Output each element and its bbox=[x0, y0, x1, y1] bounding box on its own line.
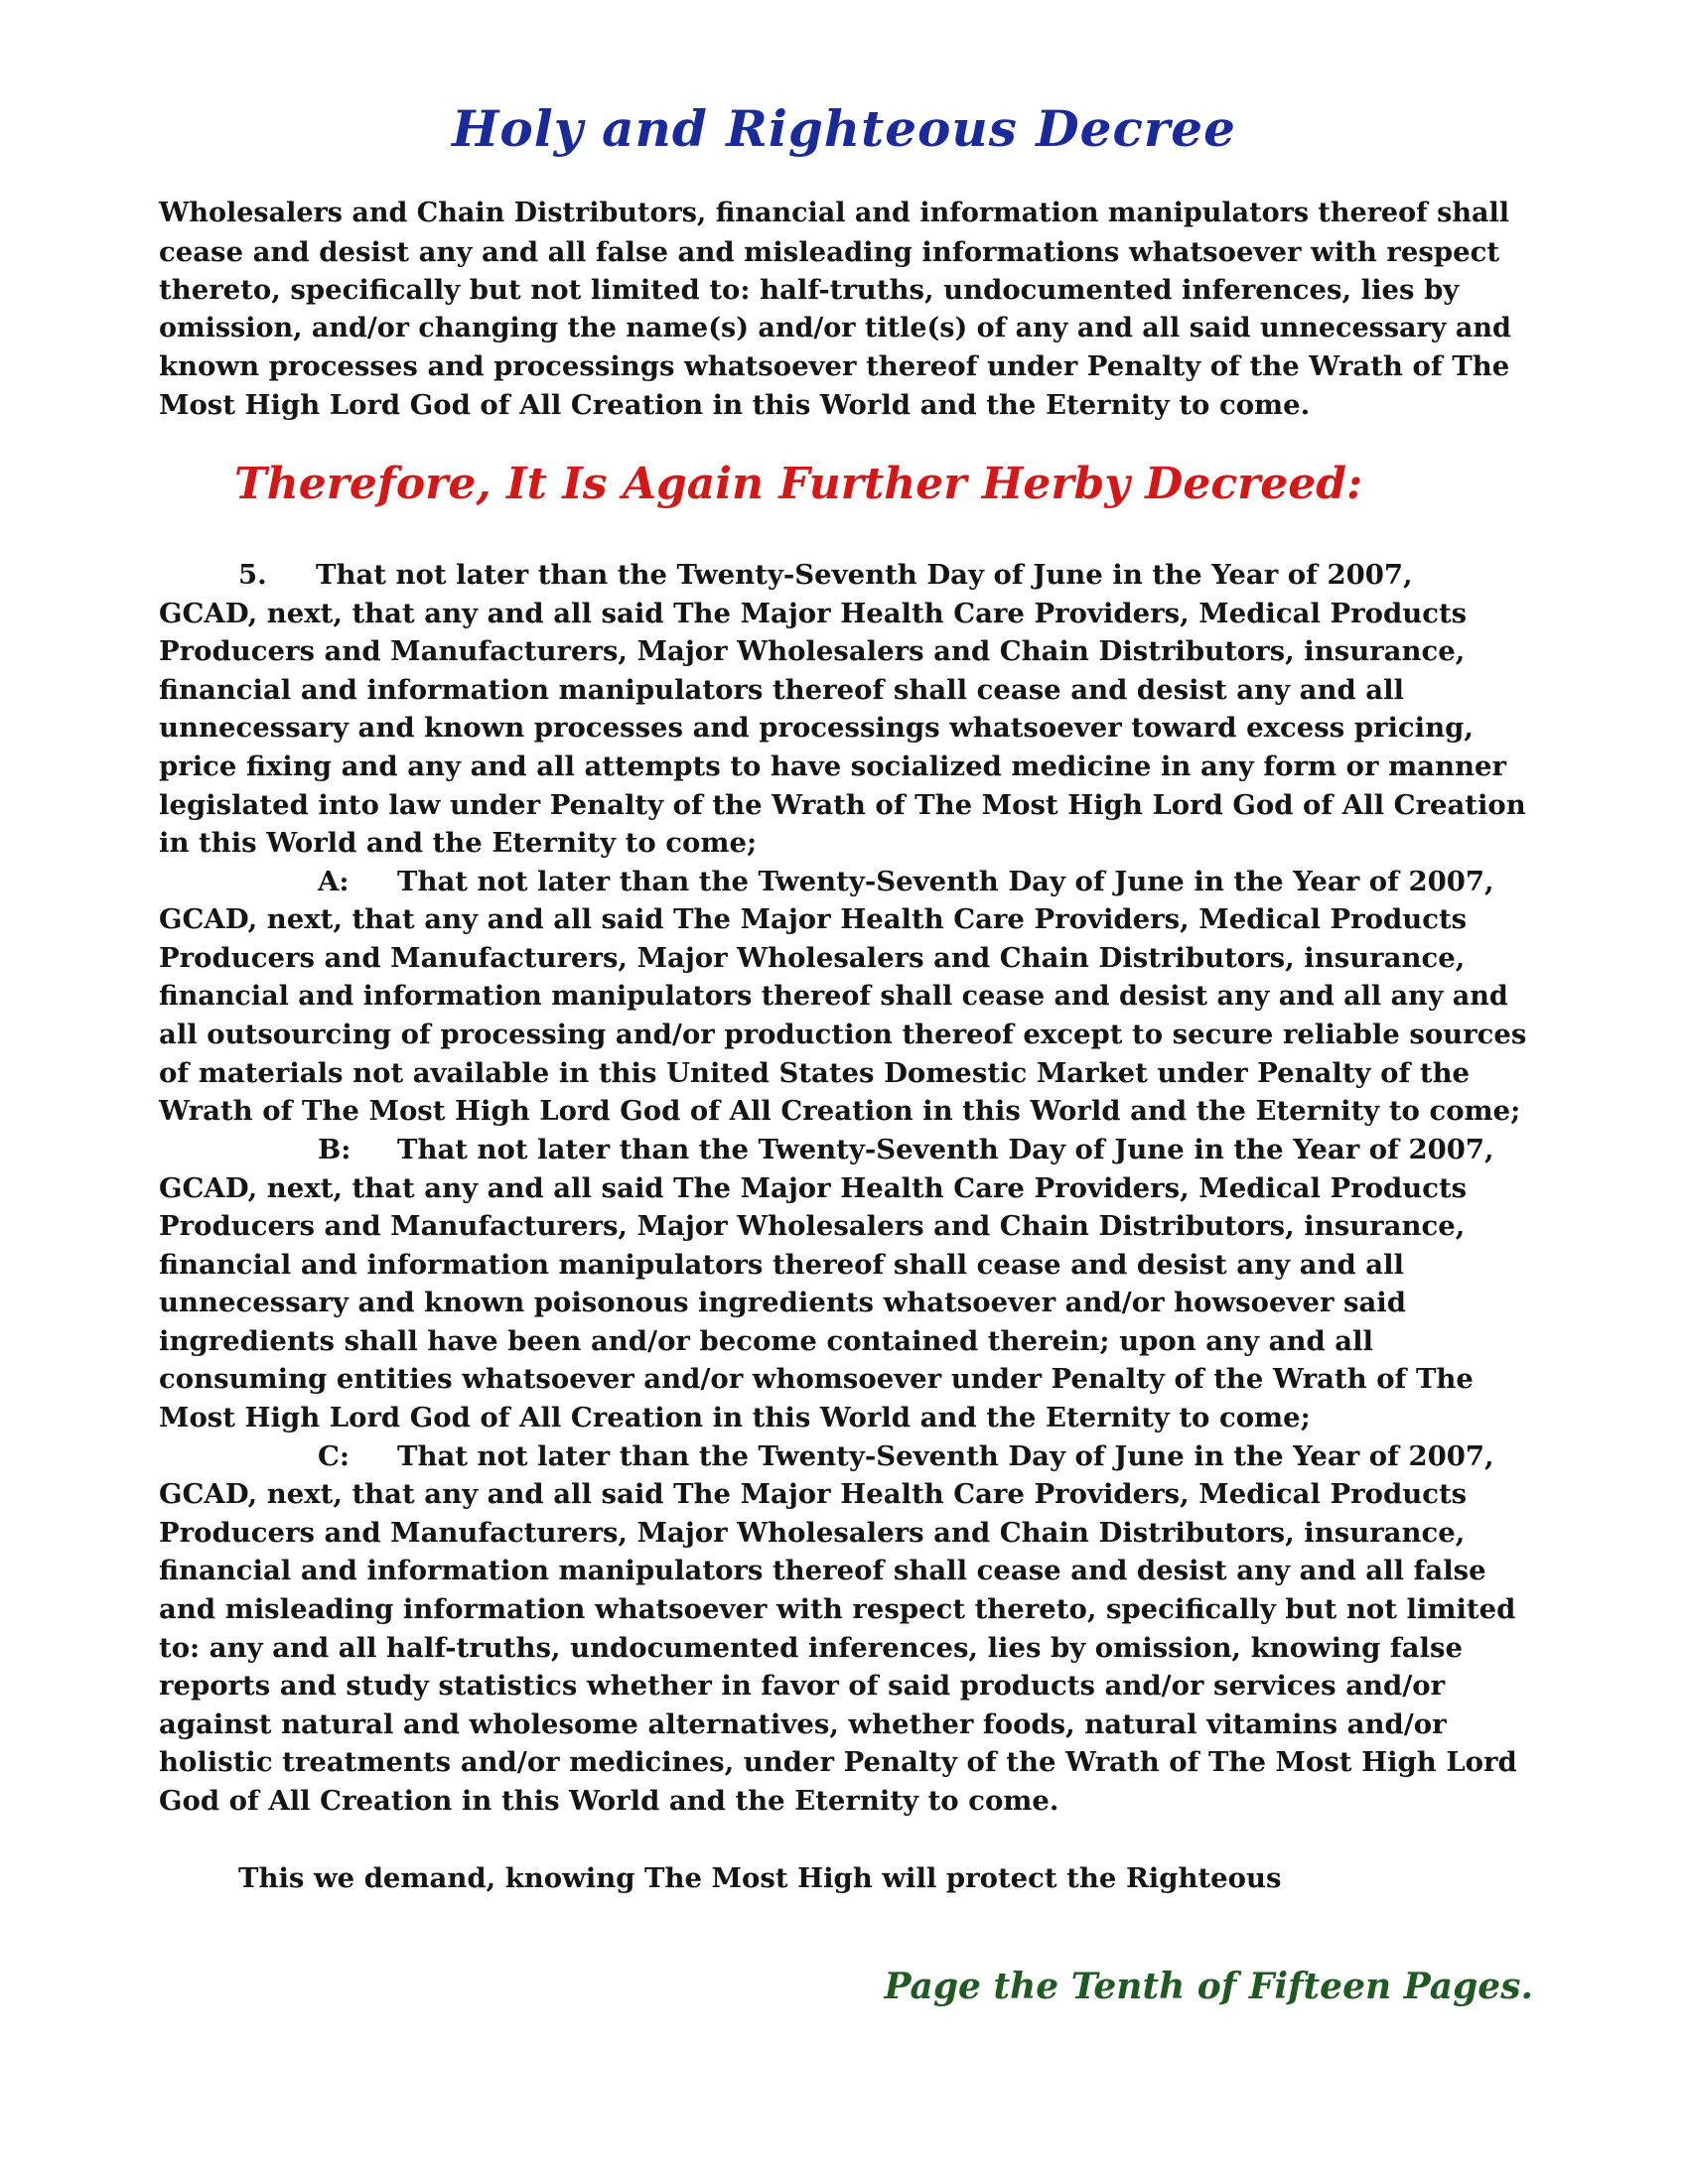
text-line: financial and information manipulators thereof shall cease and desist any and all any and bbox=[159, 980, 1508, 1012]
text-line: cease and desist any and all false and misleading informations whatsoever with respect bbox=[159, 235, 1500, 268]
text-line: Producers and Manufacturers, Major Wholesalers and Chain Distributors, insurance, bbox=[159, 1516, 1466, 1549]
item-5-first-line bbox=[159, 556, 1529, 595]
text-line: Most High Lord God of All Creation in this World and the Eternity to come. bbox=[159, 388, 1311, 421]
text-line: God of All Creation in this World and the Eternity to come. bbox=[159, 1785, 1059, 1817]
page-footer: Page the Tenth of Fifteen Pages. bbox=[884, 1966, 1533, 2007]
text-line: unnecessary and known poisonous ingredients whatsoever and/or howsoever said bbox=[159, 1287, 1406, 1319]
decree-subheading: Therefore, It Is Again Further Herby Decreed: bbox=[234, 459, 1363, 509]
item-letter: C: bbox=[318, 1439, 351, 1472]
text-line: Producers and Manufacturers, Major Wholesalers and Chain Distributors, insurance, bbox=[159, 635, 1466, 668]
text-line: That not later than the Twenty-Seventh Day of June in the Year of 2007, bbox=[397, 865, 1494, 897]
text-line: financial and information manipulators thereof shall cease and desist any and all bbox=[159, 673, 1404, 706]
text-line: unnecessary and known processes and processings whatsoever toward excess pricing, bbox=[159, 712, 1474, 745]
text-line: to: any and all half-truths, undocumented inferences, lies by omission, knowing false bbox=[159, 1631, 1463, 1664]
item-number: 5. bbox=[238, 559, 267, 591]
intro-paragraph bbox=[159, 195, 1529, 425]
text-line: omission, and/or changing the name(s) and/or title(s) of any and all said unnecessary and bbox=[159, 312, 1511, 343]
text-line: Wrath of The Most High Lord God of All Creation in this World and the Eternity to come; bbox=[159, 1095, 1521, 1128]
text-line: GCAD, next, that any and all said The Major Health Care Providers, Medical Products bbox=[159, 903, 1468, 936]
text-line: GCAD, next, that any and all said The Major Health Care Providers, Medical Products bbox=[159, 1478, 1468, 1511]
text-line: GCAD, next, that any and all said The Major Health Care Providers, Medical Products bbox=[159, 1171, 1468, 1204]
text-line: That not later than the Twenty-Seventh Day of June in the Year of 2007, bbox=[316, 559, 1413, 591]
text-line: GCAD, next, that any and all said The Major Health Care Providers, Medical Products bbox=[159, 597, 1468, 629]
text-line: thereto, specifically but not limited to: half-truths, undocumented inferences, lies by bbox=[159, 274, 1460, 307]
document-title: Holy and Righteous Decree bbox=[452, 99, 1236, 158]
text-line: Wholesalers and Chain Distributors, financial and information manipulators thereof shall bbox=[159, 198, 1509, 228]
text-line: in this World and the Eternity to come; bbox=[159, 827, 758, 860]
text-line: and misleading information whatsoever with respect thereto, specifically but not limited bbox=[159, 1593, 1516, 1626]
item-letter: B: bbox=[318, 1133, 352, 1165]
text-line: financial and information manipulators thereof shall cease and desist any and all false bbox=[159, 1555, 1486, 1587]
text-line: all outsourcing of processing and/or production thereof except to secure reliable sources bbox=[159, 1019, 1527, 1051]
text-line: of materials not available in this United States Domestic Market under Penalty of the bbox=[159, 1056, 1471, 1089]
decree-body bbox=[159, 556, 1529, 1821]
text-line: price fixing and any and all attempts to have socialized medicine in any form or manner bbox=[159, 750, 1506, 782]
item-a-first-line bbox=[159, 863, 1529, 901]
text-line: financial and information manipulators thereof shall cease and desist any and all bbox=[159, 1248, 1404, 1281]
text-line: Producers and Manufacturers, Major Wholesalers and Chain Distributors, insurance, bbox=[159, 1210, 1466, 1243]
text-line: That not later than the Twenty-Seventh Day of June in the Year of 2007, bbox=[397, 1133, 1494, 1165]
text-line: ingredients shall have been and/or become contained therein; upon any and all bbox=[159, 1324, 1373, 1357]
text-line: holistic treatments and/or medicines, under Penalty of the Wrath of The Most High Lord bbox=[159, 1746, 1517, 1779]
item-letter: A: bbox=[318, 865, 350, 897]
item-c-first-line bbox=[159, 1437, 1529, 1476]
text-line: consuming entities whatsoever and/or whomsoever under Penalty of the Wrath of The bbox=[159, 1363, 1474, 1396]
text-line: legislated into law under Penalty of the Wrath of The Most High Lord God of All Creation bbox=[159, 788, 1526, 821]
closing-statement: This we demand, knowing The Most High will protect the Righteous bbox=[238, 1862, 1282, 1894]
text-line: That not later than the Twenty-Seventh Day of June in the Year of 2007, bbox=[397, 1439, 1494, 1472]
text-line: Producers and Manufacturers, Major Wholesalers and Chain Distributors, insurance, bbox=[159, 941, 1466, 974]
text-line: Most High Lord God of All Creation in this World and the Eternity to come; bbox=[159, 1402, 1311, 1434]
item-b-first-line bbox=[159, 1131, 1529, 1169]
text-line: against natural and wholesome alternatives, whether foods, natural vitamins and/or bbox=[159, 1707, 1447, 1740]
text-line: reports and study statistics whether in favor of said products and/or services and/or bbox=[159, 1670, 1446, 1703]
text-line: known processes and processings whatsoever thereof under Penalty of the Wrath of The bbox=[159, 350, 1510, 383]
